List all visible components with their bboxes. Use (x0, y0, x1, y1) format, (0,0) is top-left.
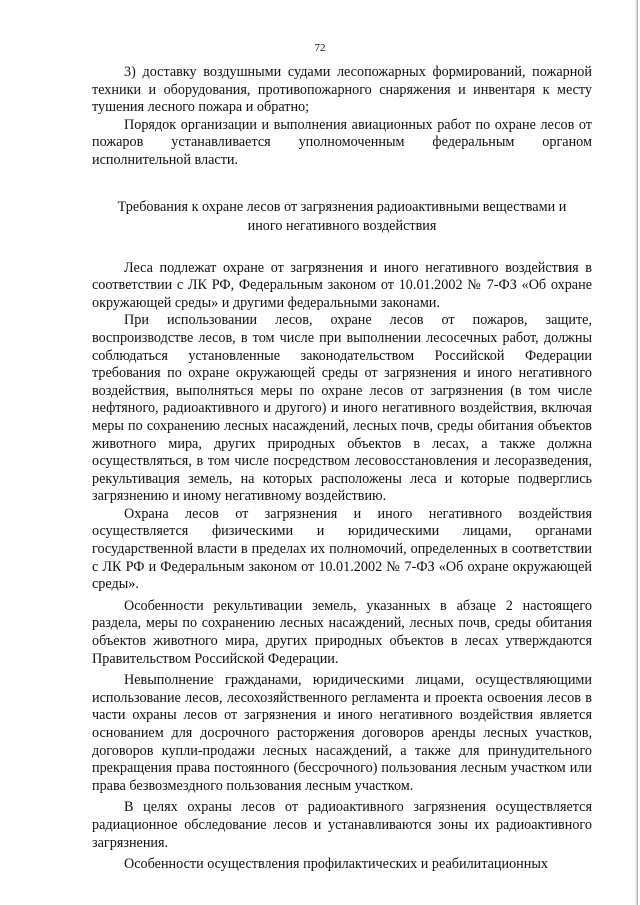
paragraph-recultivation: Особенности рекультивации земель, указанных в абзаце 2 настоящего раздела, меры по сохранению лесных насаждений, лесных почв, среды обитания объектов животного мира, других природных объектов в лесах утверждаются Правительством Российской Федерации. (92, 597, 592, 667)
paragraph-radiation-survey: В целях охраны лесов от радиоактивного загрязнения осуществляется радиационное обследование лесов и устанавливаются зоны их радиоактивного загрязнения. (92, 799, 592, 851)
paragraph-non-compliance: Невыполнение гражданами, юридическими лицами, осуществляющими использование лесов, лесохозяйственного регламента и проекта освоения лесов в части охраны лесов от загрязнения и иного негативного воздействия является основанием для досрочного расторжения договоров аренды лесных участков, договоров купли-продажи лесных насаждений, а также для принудительного прекращения права постоянного (бессрочного) пользования лесным участком или права безвозмездного пользования лесным участком. (92, 672, 592, 794)
page-number: 72 (314, 42, 326, 54)
paragraph-protection-bodies: Охрана лесов от загрязнения и иного негативного воздействия осуществляется физическими и юридическими лицами, органами государственной власти в пределах их полномочий, определенных в соответствии с ЛК РФ и Федеральным законом от 10.01.2002 № 7-ФЗ «Об охране окружающей среды». (92, 505, 592, 593)
paragraph-forest-use-requirements: При использовании лесов, охране лесов от пожаров, защите, воспроизводстве лесов, в том числе при выполнении лесосечных работ, должны соблюдаться установленные законодательством Российской Федерации требования по охране окружающей среды от загрязнения и иного негативного воздействия, выполняться меры по охране лесов от загрязнения (в том числе нефтяного, радиоактивного и другого) и иного негативного воздействия, включая меры по сохранению лесных насаждений, лесных почв, среды обитания объектов животного мира, других природных объектов в лесах, а также должна осуществляться, в том числе посредством лесовосстановления и лесоразведения, рекультивация земель, на которых расположены леса и которые подверглись загрязнению и иному негативному воздействию. (92, 312, 592, 505)
document-body (92, 64, 592, 874)
paragraph-delivery-item: 3) доставку воздушными судами лесопожарных формирований, пожарной техники и оборудования, противопожарного снаряжения и инвентаря к месту тушения лесного пожара и обратно; (92, 64, 592, 116)
paragraph-preventive-measures: Особенности осуществления профилактических и реабилитационных (124, 856, 548, 873)
page-edge-shadow (635, 0, 638, 905)
paragraph-forest-protection: Леса подлежат охране от загрязнения и иного негативного воздействия в соответствии с ЛК РФ, Федеральным законом от 10.01.2002 № 7-ФЗ «Об охране окружающей среды» и другими федеральными законами. (92, 259, 592, 311)
paragraph-aviation-order: Порядок организации и выполнения авиационных работ по охране лесов от пожаров устанавливается уполномоченным федеральным органом исполнительной власти. (92, 116, 592, 168)
section-heading: Требования к охране лесов от загрязнения радиоактивными веществами и иного негативного воздействия (117, 198, 567, 234)
